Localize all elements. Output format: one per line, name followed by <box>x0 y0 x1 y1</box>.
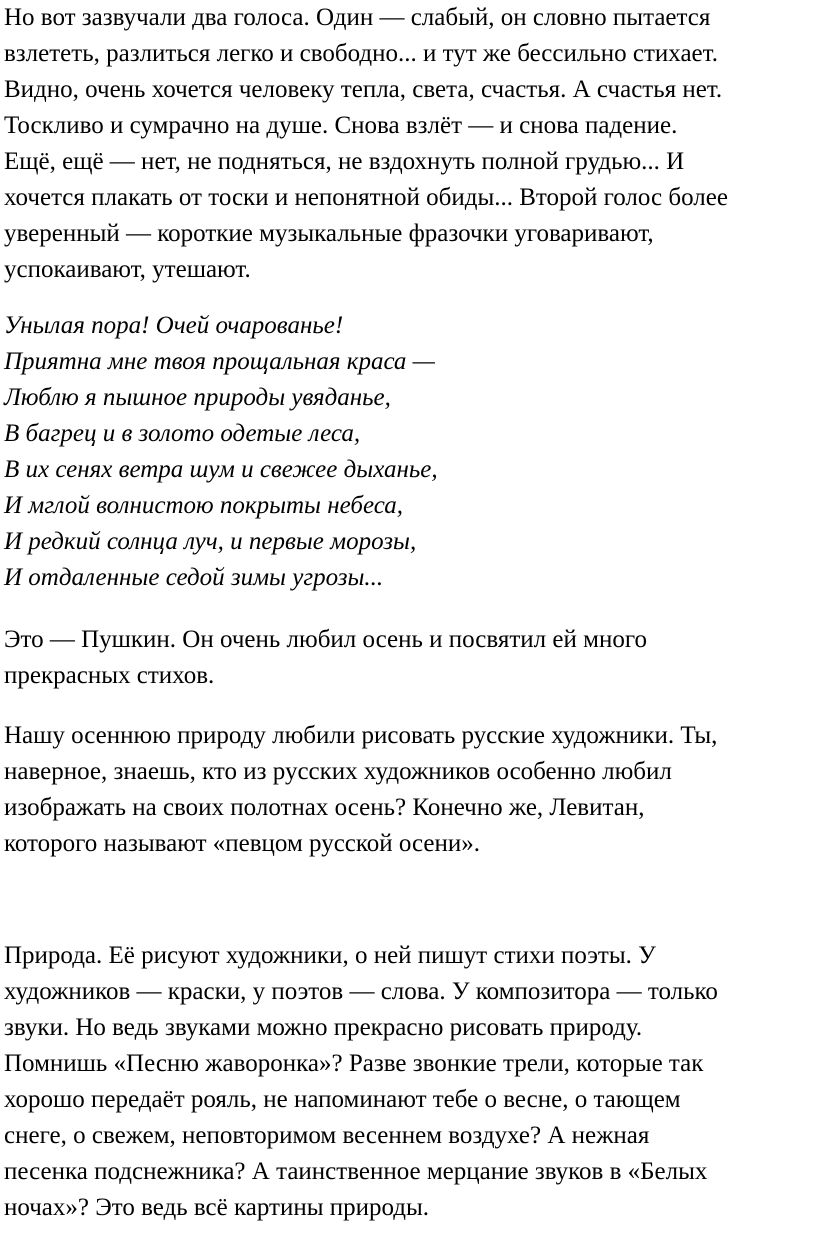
poem-line: И мглой волнистою покрыты небеса, <box>4 492 403 519</box>
paragraph-levitan <box>4 718 717 862</box>
text-line: Природа. Её рисуют художники, о ней пишут стихи поэты. У <box>4 942 656 969</box>
text-line: Ещё, ещё — нет, не подняться, не вздохнуть полной грудью... И <box>4 148 685 175</box>
text-line: Но вот зазвучали два голоса. Один — слабый, он словно пытается <box>4 4 711 31</box>
poem-line: В их сенях ветра шум и свежее дыханье, <box>4 456 438 483</box>
text-line: уверенный — короткие музыкальные фразочки уговаривают, <box>4 220 654 247</box>
text-line: Тоскливо и сумрачно на душе. Снова взлёт — и снова падение. <box>4 112 678 139</box>
text-line: взлететь, разлиться легко и свободно... и тут же бессильно стихает. <box>4 40 718 67</box>
text-line: хорошо передаёт рояль, не напоминают тебе о весне, о тающем <box>4 1086 681 1113</box>
text-line: ночах»? Это ведь всё картины природы. <box>4 1194 430 1221</box>
text-line: изображать на своих полотнах осень? Конечно же, Левитан, <box>4 794 645 821</box>
poem-line: Люблю я пышное природы увяданье, <box>4 384 391 411</box>
text-line: наверное, знаешь, кто из русских художников особенно любил <box>4 758 672 785</box>
paragraph-pushkin <box>4 622 647 694</box>
text-line: успокаивают, утешают. <box>4 256 251 283</box>
text-line: художников — краски, у поэтов — слова. У композитора — только <box>4 978 718 1005</box>
text-line: снеге, о свежем, неповторимом весеннем воздухе? А нежная <box>4 1122 650 1149</box>
poem-line: Унылая пора! Очей очарованье! <box>4 312 344 339</box>
poem-line: В багрец и в золото одетые леса, <box>4 420 361 447</box>
paragraph-nature-sounds <box>4 938 718 1226</box>
text-line: которого называют «певцом русской осени». <box>4 830 481 857</box>
text-line: Помнишь «Песню жаворонка»? Разве звонкие трели, которые так <box>4 1050 704 1077</box>
text-line: Нашу осеннюю природу любили рисовать русские художники. Ты, <box>4 722 718 749</box>
text-line: Видно, очень хочется человеку тепла, света, счастья. А счастья нет. <box>4 76 723 103</box>
text-line: Это — Пушкин. Он очень любил осень и посвятил ей много <box>4 626 647 653</box>
text-line: звуки. Но ведь звуками можно прекрасно рисовать природу. <box>4 1014 643 1041</box>
text-line: песенка подснежника? А таинственное мерцание звуков в «Белых <box>4 1158 708 1185</box>
poem-line: И отдаленные седой зимы угрозы... <box>4 564 384 591</box>
poem-block <box>4 308 438 596</box>
text-line: хочется плакать от тоски и непонятной обиды... Второй голос более <box>4 184 728 211</box>
paragraph-two-voices <box>4 0 728 288</box>
poem-line: Приятна мне твоя прощальная краса — <box>4 348 435 375</box>
poem-line: И редкий солнца луч, и первые морозы, <box>4 528 417 555</box>
text-line: прекрасных стихов. <box>4 662 215 689</box>
